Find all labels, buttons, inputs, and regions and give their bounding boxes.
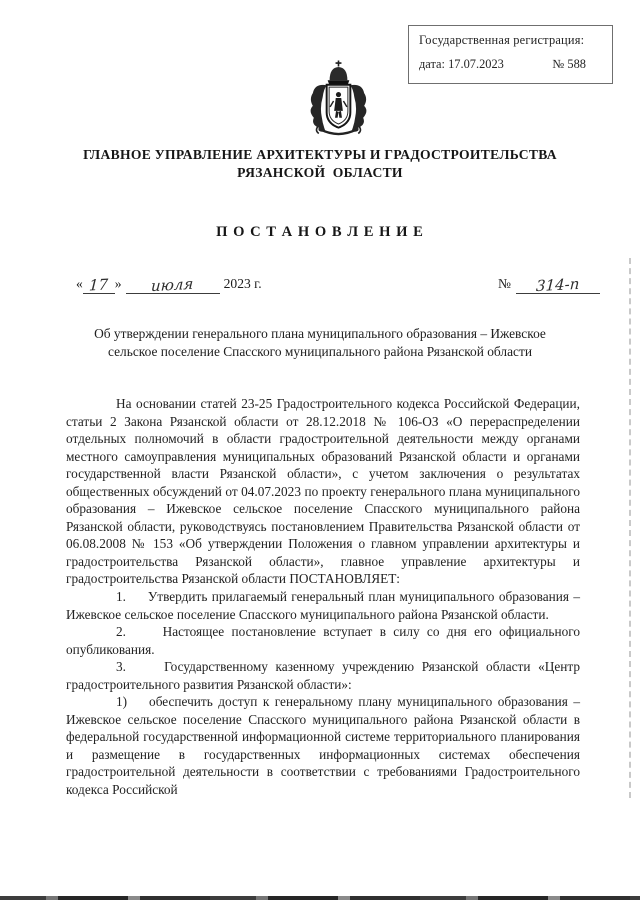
paragraph-item-2: 2. Настоящее постановление вступает в силу со дня его официального опубликования.: [66, 624, 580, 657]
handwritten-number: 314-п: [516, 278, 600, 294]
handwritten-day: 17: [83, 278, 115, 294]
document-number: [498, 276, 600, 294]
close-quote: »: [114, 276, 122, 291]
stamp-number: № 588: [552, 57, 586, 71]
scan-artifact-bottom-edge: [0, 896, 640, 900]
stamp-date: дата: 17.07.2023: [419, 57, 504, 71]
date-line: [76, 276, 262, 294]
date-number-row: [76, 276, 600, 294]
handwritten-month: июля: [126, 278, 220, 294]
number-sign: №: [498, 276, 511, 291]
scan-artifact-right-edge: [629, 258, 631, 798]
org-name-line2: РЯЗАНСКОЙ ОБЛАСТИ: [237, 165, 403, 180]
stamp-title: Государственная регистрация:: [419, 33, 585, 47]
paragraph-item-3-sub-1: 1) обеспечить доступ к генеральному плану муниципального образования – Ижевское сельское поселение Спасского муниципального района Рязанской области в федеральной государственной информационной системе территориального планирования и размещение в государственных информационных системах обеспечения градостроительной деятельности в соответствии с требованиями Градостроительного кодекса Российской: [66, 694, 580, 798]
subject-title: Об утверждении генерального плана муниципального образования – Ижевское сельское поселение Спасского муниципального района Рязанской области: [94, 326, 546, 359]
paragraph-item-1: 1. Утвердить прилагаемый генеральный план муниципального образования – Ижевское сельское поселение Спасского муниципального района Рязанской области.: [66, 589, 580, 622]
org-name: [0, 146, 640, 182]
org-name-line1: ГЛАВНОЕ УПРАВЛЕНИЕ АРХИТЕКТУРЫ И ГРАДОСТРОИТЕЛЬСТВА: [83, 147, 557, 162]
open-quote: «: [76, 276, 83, 291]
doc-type-title: П О С Т А Н О В Л Е Н И Е: [216, 224, 424, 240]
registration-stamp: [408, 25, 613, 84]
document-body: [66, 395, 580, 799]
stamp-details: [419, 57, 602, 72]
year-label: 2023 г.: [223, 276, 262, 291]
paragraph-item-3: 3. Государственному казенному учреждению Рязанской области «Центр градостроительного развития Рязанской области»:: [66, 659, 580, 692]
ryazan-coat-of-arms-icon: [301, 59, 376, 141]
paragraph-preamble: На основании статей 23-25 Градостроительного кодекса Российской Федерации, статьи 2 Закона Рязанской области от 28.12.2018 № 106-ОЗ «О перераспределении отдельных полномочий в области градостроительной деятельности между органами местного самоуправления муниципальных образований Рязанской области и органами государственной власти Рязанской области», с учетом заключения о результатах общественных обсуждений от 04.07.2023 по проекту генерального плана муниципального образования – Ижевское сельское поселение Спасского муниципального района Рязанской области, руководствуясь постановлением Правительства Рязанской области от 06.08.2008 № 153 «Об утверждении Положения о главном управлении архитектуры и градостроительства Рязанской области», главное управление архитектуры и градостроительства Рязанской области ПОСТАНОВЛЯЕТ:: [66, 396, 580, 587]
